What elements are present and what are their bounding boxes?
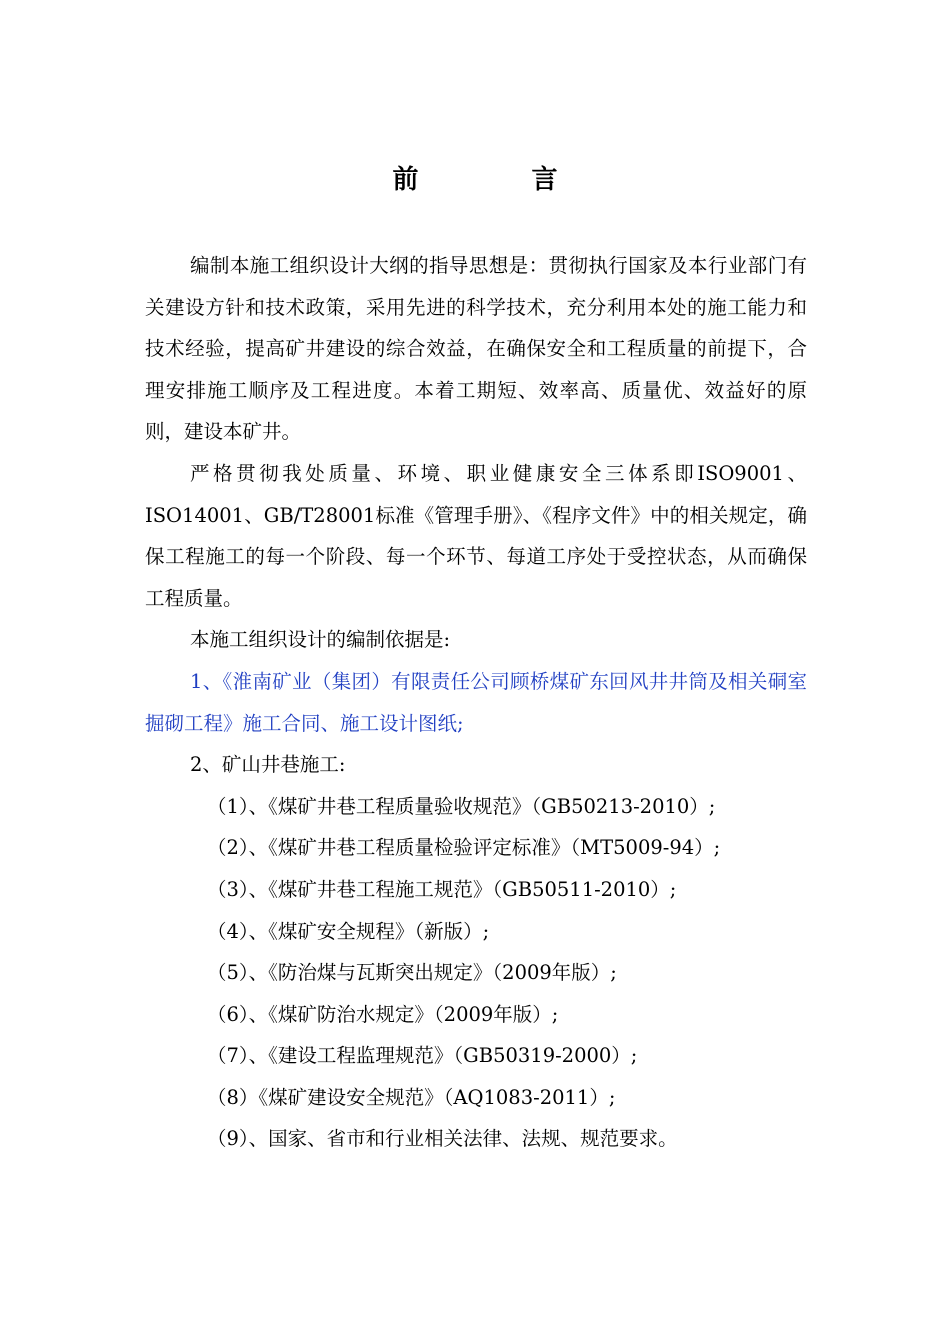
sub-item-6: （6）、《煤矿防治水规定》（2009年版）; <box>207 1002 559 1026</box>
page-title: 前 言 <box>392 165 610 195</box>
sub-item-5: （5）、《防治煤与瓦斯突出规定》（2009年版）; <box>207 961 617 985</box>
paragraph-guiding-idea: 编制本施工组织设计大纲的指导思想是：贯彻执行国家及本行业部门有关建设方针和技术政策，采用先进的科学技术，充分利用本处的施工能力和技术经验，提高矿井建设的综合效益，在确保安全和工程质量的前提下，合理安排施工顺序及工程进度。本着工期短、效率高、质量优、效益好的原则，建设本矿井。 <box>145 254 807 444</box>
paragraph-quality-system: 严格贯彻我处质量、环境、职业健康安全三体系即ISO9001、ISO14001、GB/T28001标准《管理手册》、《程序文件》中的相关规定，确保工程施工的每一个阶段、每一个环节、每道工序处于受控状态，从而确保工程质量。 <box>145 461 807 610</box>
sub-item-3: （3）、《煤矿井巷工程施工规范》（GB50511-2010）; <box>207 877 677 901</box>
sub-item-7: （7）、《建设工程监理规范》（GB50319-2000）; <box>207 1044 638 1068</box>
sub-item-2: （2）、《煤矿井巷工程质量检验评定标准》（MT5009-94）; <box>207 836 721 860</box>
sub-item-8: （8）《煤矿建设安全规范》（AQ1083-2011）; <box>207 1085 616 1109</box>
paragraph-basis-intro: 本施工组织设计的编制依据是: <box>190 628 451 652</box>
basis-item-contract: 1、《淮南矿业（集团）有限责任公司顾桥煤矿东回风井井筒及相关硐室掘砌工程》施工合同、施工设计图纸; <box>145 669 807 735</box>
sub-item-4: （4）、《煤矿安全规程》（新版）; <box>207 919 490 943</box>
document-body <box>145 245 807 1160</box>
sub-item-9: （9）、国家、省市和行业相关法律、法规、规范要求。 <box>207 1127 678 1151</box>
sub-item-1: （1）、《煤矿井巷工程质量验收规范》（GB50213-2010）; <box>207 794 716 818</box>
basis-item-mining: 2、矿山井巷施工: <box>190 753 346 777</box>
